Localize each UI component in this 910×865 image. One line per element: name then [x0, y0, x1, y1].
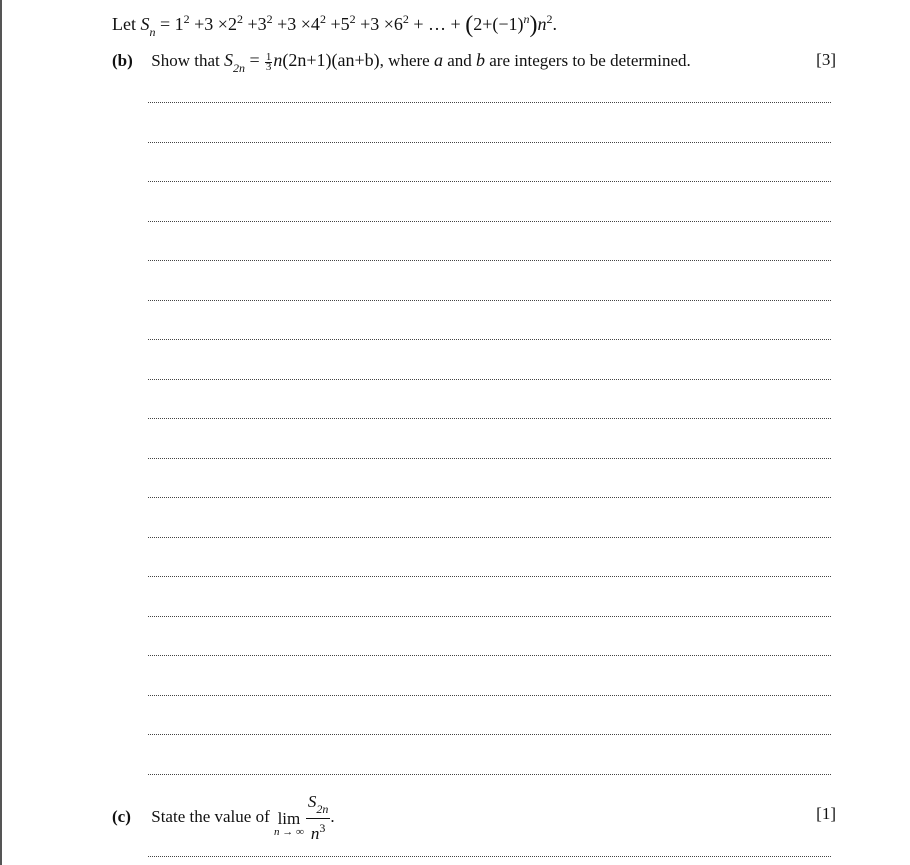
answer-line[interactable] [148, 537, 831, 538]
answer-line[interactable] [148, 102, 831, 103]
answer-line[interactable] [148, 655, 831, 656]
general-square: 2 [546, 12, 553, 26]
open-paren: ( [465, 12, 474, 38]
answer-line[interactable] [148, 856, 831, 857]
answer-line[interactable] [148, 260, 831, 261]
part-c-marks: [1] [816, 804, 836, 823]
part-b-label: (b) [112, 51, 133, 70]
answer-line[interactable] [148, 142, 831, 143]
part-b-after: , where [379, 51, 430, 70]
part-c-state: State the value of [151, 806, 270, 826]
s-subscript: n [149, 25, 156, 39]
answer-line[interactable] [148, 734, 831, 735]
part-b-b: b [476, 50, 485, 70]
answer-line[interactable] [148, 221, 831, 222]
answer-line[interactable] [148, 576, 831, 577]
s-symbol: S [140, 14, 150, 34]
general-n-sup: n [523, 12, 530, 26]
series-term-exponent: 2 [183, 12, 190, 26]
page-left-border [0, 0, 2, 865]
answer-line[interactable] [148, 418, 831, 419]
intro-period: . [552, 14, 558, 34]
general-inner-a: 2+ [473, 14, 493, 34]
series-term: = 1 [160, 14, 184, 34]
answer-line[interactable] [148, 695, 831, 696]
general-n: n [537, 14, 547, 34]
part-b-show-that: Show that [151, 51, 220, 70]
answer-line[interactable] [148, 339, 831, 340]
part-b-n: n [273, 50, 283, 70]
limit-operator: lim n → ∞ [274, 808, 304, 838]
series-term-exponent: 2 [402, 12, 409, 26]
series-term: +3 ×2 [189, 14, 237, 34]
one-third-fraction: $\frac{1}{3}$ [265, 50, 272, 73]
series-term: +3 ×6 [355, 14, 403, 34]
part-b-a: a [433, 50, 443, 70]
answer-line[interactable] [148, 300, 831, 301]
part-b-equals: = [244, 50, 260, 70]
series-term-exponent: 2 [266, 12, 273, 26]
let-word: Let [112, 14, 136, 34]
series-terms [160, 14, 461, 34]
close-paren: ) [529, 12, 538, 38]
series-definition [112, 9, 557, 42]
part-c-question [112, 793, 335, 843]
answer-line[interactable] [148, 497, 831, 498]
part-b-sub: 2n [232, 61, 245, 75]
series-term-exponent: 2 [319, 12, 326, 26]
part-c-label: (c) [112, 806, 131, 826]
part-b-and: and [447, 51, 472, 70]
part-b-marks: [3] [816, 50, 836, 69]
part-b-tail: are integers to be determined. [489, 51, 691, 70]
series-term: + … + [408, 14, 461, 34]
part-b-question [112, 50, 691, 78]
answer-line[interactable] [148, 181, 831, 182]
part-c-period: . [330, 806, 335, 826]
series-term: +3 [242, 14, 267, 34]
part-b-expression: (2n+1)(an+b) [282, 50, 380, 70]
answer-line[interactable] [148, 379, 831, 380]
answer-line[interactable] [148, 458, 831, 459]
part-b-s: S [223, 50, 233, 70]
series-term: +3 ×4 [272, 14, 320, 34]
series-term: +5 [325, 14, 350, 34]
series-term-exponent: 2 [236, 12, 243, 26]
answer-line[interactable] [148, 774, 831, 775]
series-term-exponent: 2 [349, 12, 356, 26]
general-inner-b: (−1) [492, 14, 524, 34]
answer-line[interactable] [148, 616, 831, 617]
s2n-over-n3-fraction: $\frac{S_{2n}}{n^3}$ [307, 792, 329, 843]
